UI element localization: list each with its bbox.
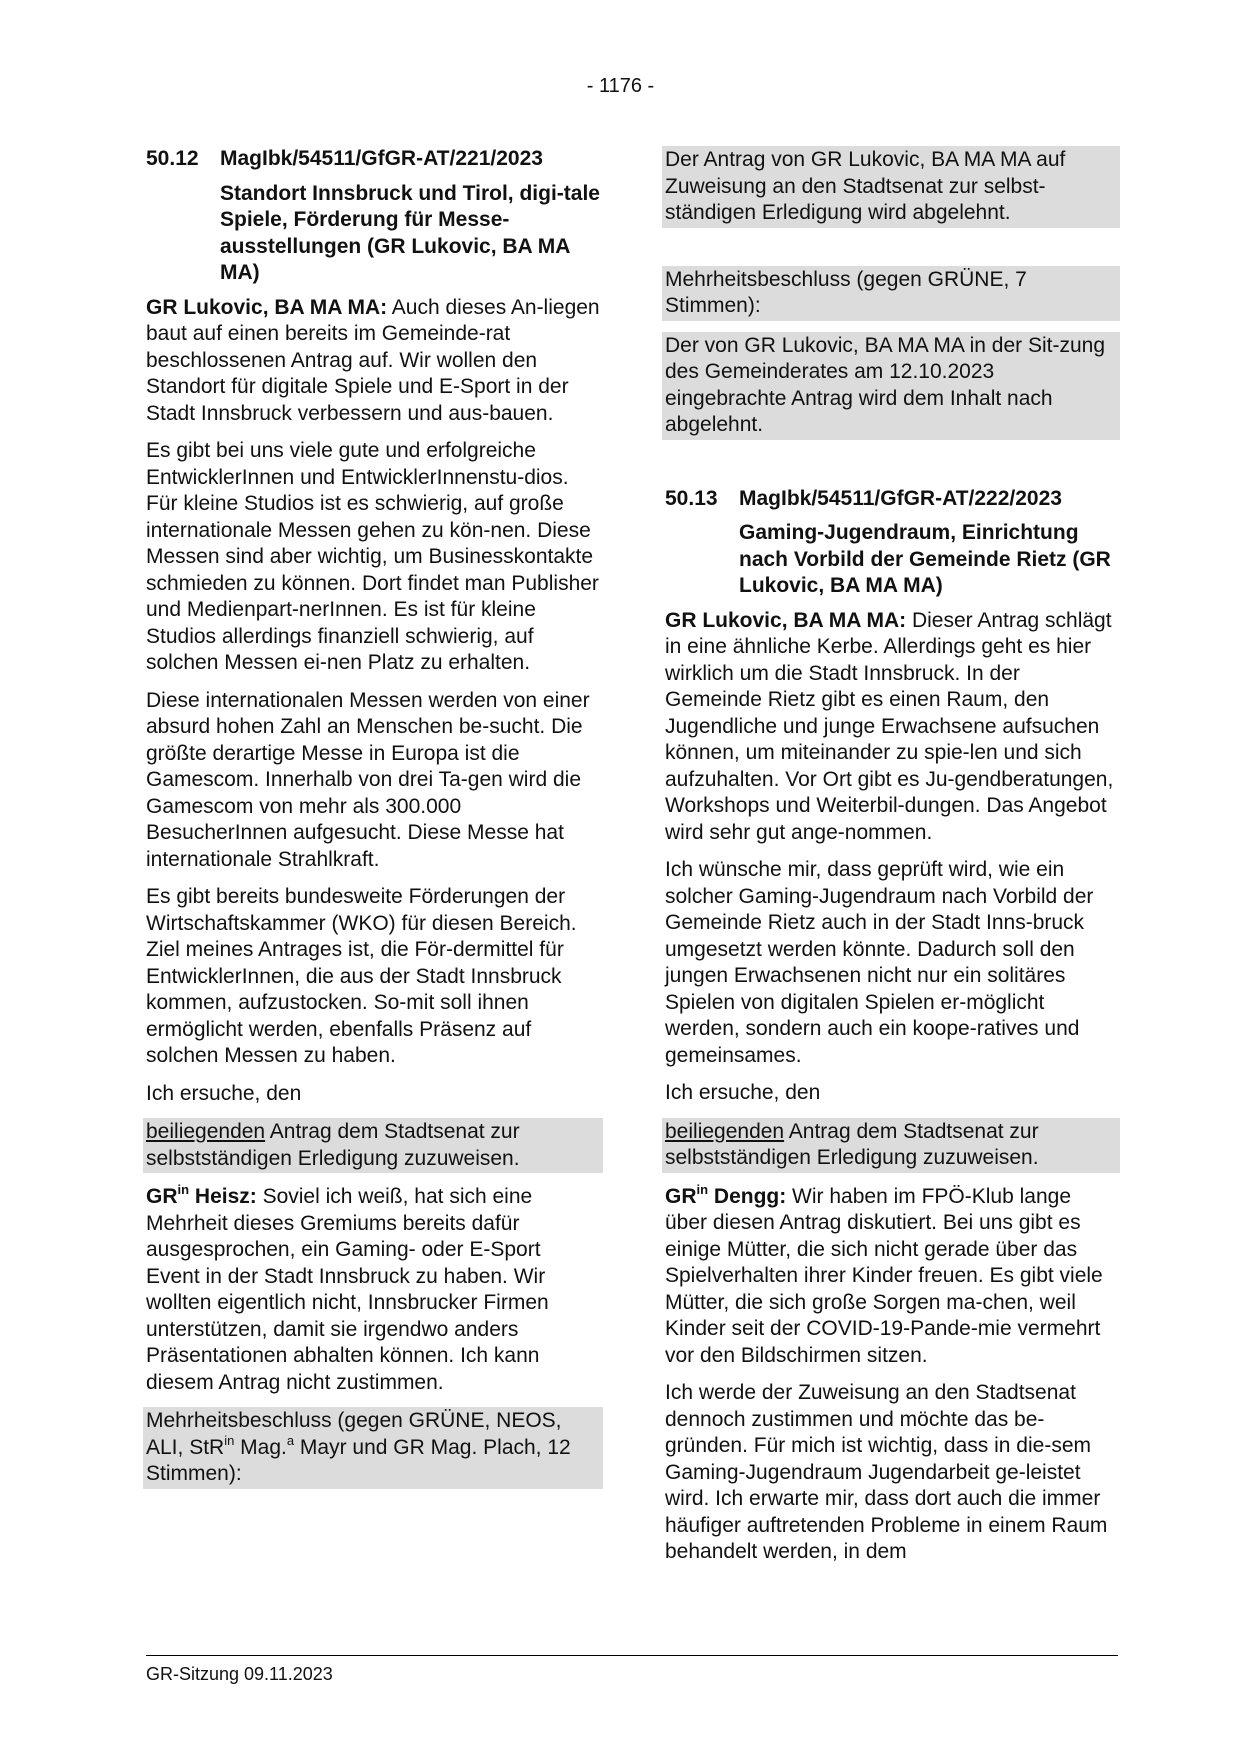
- speech-paragraph: Es gibt bei uns viele gute und erfolgreiche EntwicklerInnen und EntwicklerInnenstu-dios. Für kleine Studios ist es schwierig, auf große internationale Messen gehen zu kön-nen. Diese Messen sind aber wichtig, um Businesskontakte schmieden zu können. Dort findet man Publisher und Medienpart-nerInnen. Es ist für kleine Studios allerdings finanziell schwierig, auf solchen Messen ei-nen Platz zu erhalten.: [146, 439, 599, 674]
- page-number: - 1176 -: [586, 75, 655, 97]
- footer-divider: [146, 1655, 1118, 1656]
- speech-text: Dieser Antrag schlägt in eine ähnliche Kerbe. Allerdings geht es hier wirklich um die Stadt Innsbruck. In der Gemeinde Rietz gibt es einen Raum, den Jugendliche und junge Erwachsene aufsuchen können, um miteinander zu spie-len und sich aufzuhalten. Vor Ort gibt es Ju-gendberatungen, Workshops und Weiterbil-dungen. Das Angebot wird sehr gut ange-nommen.: [665, 608, 1114, 844]
- motion-rest: Antrag dem Stadtsenat zur selbstständigen Erledigung zuzuweisen.: [665, 1119, 1039, 1169]
- speech-text: Auch dieses An-liegen baut auf einen bereits im Gemeinde-rat beschlossenen Antrag auf. Wir wollen den Standort für digitale Spiele und E-Sport in der Stadt Innsbruck verbessern und aus-bauen.: [146, 295, 600, 425]
- speech-paragraph: [146, 1184, 600, 1396]
- speaker-name: GR Lukovic, BA MA MA:: [665, 608, 907, 632]
- speech-paragraph: Diese internationalen Messen werden von einer absurd hohen Zahl an Menschen be-sucht. Die größte derartige Messe in Europa ist die Gamescom. Innerhalb von drei Ta-gen wird die Gamescom von mehr als 300.000 BesucherInnen aufgesucht. Diese Messe hat internationale Strahlkraft.: [146, 688, 590, 871]
- vote-result: Mehrheitsbeschluss (gegen GRÜNE, NEOS, ALI, StR$^{in}$ Mag.$^a$ Mayr und GR Mag. Plach, 12 Stimmen):: [143, 1407, 603, 1489]
- speech-paragraph: [146, 295, 600, 428]
- speech-paragraph: Ich wünsche mir, dass geprüft wird, wie ein solcher Gaming-Jugendraum nach Vorbild der Gemeinde Rietz auch in der Stadt Inns-bruck umgesetzt werden könnte. Dadurch soll den jungen Erwachsenen nicht nur ein solitäres Spielen von digitalen Spielen er-möglicht werden, sondern auch ein koope-ratives und gemeinsames.: [665, 858, 1094, 1067]
- speech-paragraph: [665, 608, 1117, 847]
- section-title: Gaming-Jugendraum, Einrichtung nach Vorbild der Gemeinde Rietz (GR Lukovic, BA MA MA): [739, 521, 1111, 597]
- section-heading: [665, 486, 1117, 513]
- request-intro: Ich ersuche, den: [665, 1081, 821, 1104]
- speech-text: Wir haben im FPÖ-Klub lange über diesen Antrag diskutiert. Bei uns gibt es einige Mütter, die sich nicht gerade über das Spielverhalten ihrer Kinder freuen. Es gibt viele Mütter, die sich große Sorgen ma-chen, weil Kinder seit der COVID-19-Pande-mie vermehrt vor den Bildschirmen sitzen.: [665, 1184, 1103, 1367]
- footer-session-date: GR-Sitzung 09.11.2023: [146, 1664, 333, 1684]
- speech-text: Soviel ich weiß, hat sich eine Mehrheit dieses Gremiums bereits dafür ausgesprochen, ein Gaming- oder E-Sport Event in der Stadt Innsbruck zu haben. Wir wollten eigentlich nicht, Innsbrucker Firmen unterstützen, damit sie irgendwo anders Präsentationen abhalten können. Ich kann diesem Antrag nicht zustimmen.: [146, 1185, 549, 1394]
- section-heading: [146, 146, 600, 173]
- motion-rest: Antrag dem Stadtsenat zur selbstständigen Erledigung zuzuweisen.: [146, 1120, 520, 1170]
- section-reference: MagIbk/54511/GfGR-AT/221/2023: [220, 147, 543, 170]
- speaker-name: $GR^{in}$ Dengg:: [665, 1181, 787, 1208]
- speech-paragraph: [665, 1181, 1117, 1370]
- motion-text: [143, 1118, 603, 1173]
- left-column: [146, 146, 600, 1500]
- section-number: 50.12: [146, 147, 199, 170]
- speaker-name: $GR^{in}$ Heisz:: [146, 1182, 257, 1208]
- decision-text: Der Antrag von GR Lukovic, BA MA MA auf Zuweisung an den Stadtsenat zur selbst-ständigen Erledigung wird abgelehnt.: [662, 146, 1120, 228]
- speech-paragraph: Es gibt bereits bundesweite Förderungen der Wirtschaftskammer (WKO) für diesen Bereich. Ziel meines Antrages ist, die För-dermittel für EntwicklerInnen, die aus der Stadt Innsbruck kommen, aufzustocken. So-mit soll ihnen ermöglicht werden, ebenfalls Präsenz auf solchen Messen zu haben.: [146, 885, 577, 1067]
- motion-text: [662, 1118, 1120, 1173]
- motion-underlined-word: beiliegenden: [146, 1120, 266, 1143]
- right-column: [665, 146, 1117, 1577]
- speaker-name: GR Lukovic, BA MA MA:: [146, 295, 388, 319]
- speech-paragraph: Ich werde der Zuweisung an den Stadtsenat dennoch zustimmen und möchte das be-gründen. Für mich ist wichtig, dass in die-sem Gaming-Jugendraum Jugendarbeit ge-leistet wird. Ich erwarte mir, dass dort auch die immer häufiger auftretenden Probleme in einem Raum behandelt werden, in dem: [665, 1381, 1108, 1563]
- section-title: Standort Innsbruck und Tirol, digi-tale Spiele, Förderung für Messe-ausstellungen (GR Lukovic, BA MA MA): [220, 181, 600, 284]
- decision-text: Der von GR Lukovic, BA MA MA in der Sit-zung des Gemeinderates am 12.10.2023 eingebrachte Antrag wird dem Inhalt nach abgelehnt.: [662, 332, 1120, 440]
- section-reference: MagIbk/54511/GfGR-AT/222/2023: [739, 486, 1062, 510]
- request-intro: Ich ersuche, den: [146, 1081, 302, 1105]
- vote-result: Mehrheitsbeschluss (gegen GRÜNE, 7 Stimmen):: [662, 266, 1120, 321]
- section-number: 50.13: [665, 486, 718, 510]
- motion-underlined-word: beiliegenden: [665, 1119, 785, 1143]
